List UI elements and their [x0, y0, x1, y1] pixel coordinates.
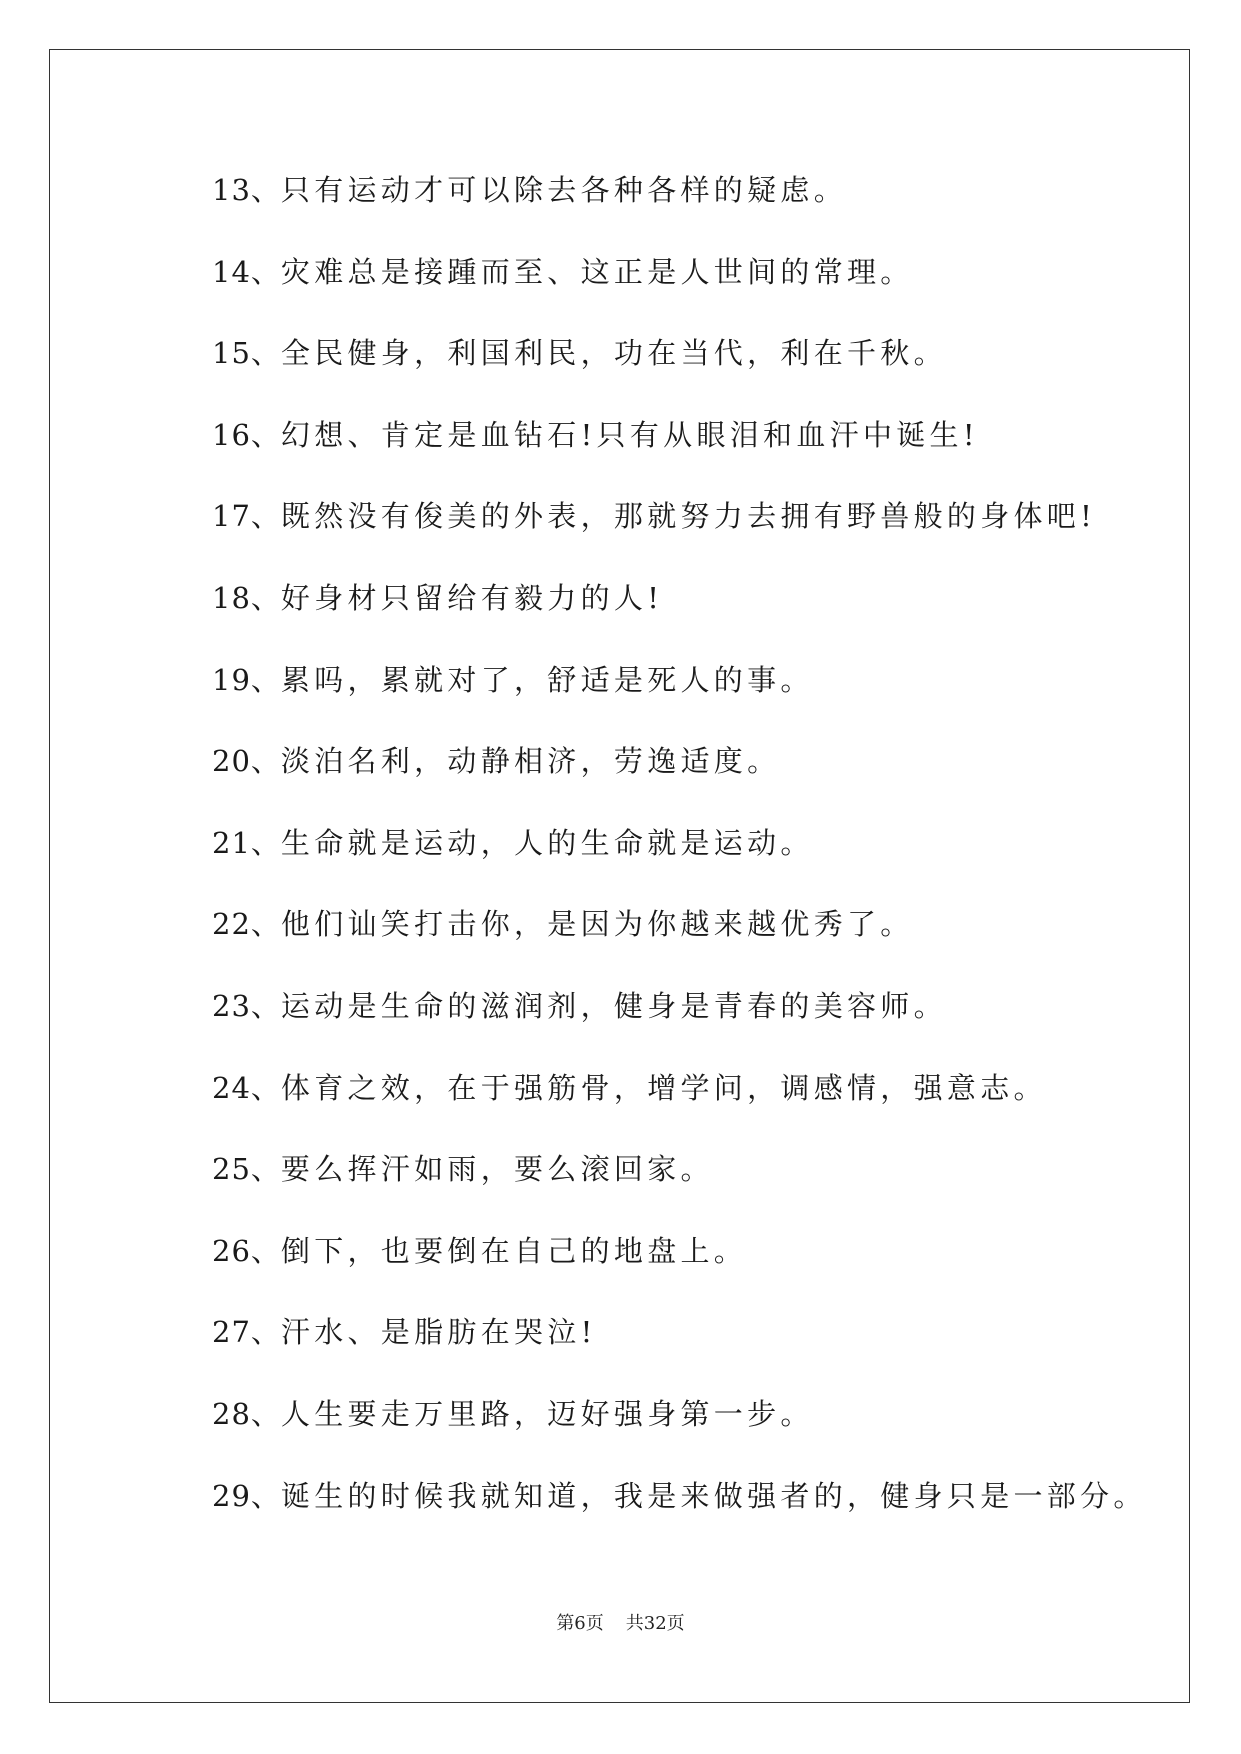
list-item: [212, 650, 1147, 732]
entry-number: 14、: [212, 254, 281, 289]
entry-text: 既然没有俊美的外表，那就努力去拥有野兽般的身体吧!: [280, 499, 1097, 534]
entry-text: 累吗，累就对了，舒适是死人的事。: [280, 662, 814, 697]
list-item: [212, 813, 1147, 895]
entry-text: 他们讪笑打击你，是因为你越来越优秀了。: [280, 907, 914, 942]
entry-number: 25、: [212, 1152, 281, 1187]
entry-number: 23、: [212, 988, 281, 1023]
entry-text: 幻想、肯定是血钻石!只有从眼泪和血汗中诞生!: [280, 417, 979, 452]
list-item: [212, 405, 1147, 487]
list-item: [212, 486, 1147, 568]
list-item: [212, 1221, 1147, 1303]
entry-text: 淡泊名利，动静相济，劳逸适度。: [280, 744, 781, 779]
page-footer: [0, 1609, 1241, 1635]
entry-text: 人生要走万里路，迈好强身第一步。: [280, 1396, 814, 1431]
entry-number: 13、: [212, 173, 281, 207]
entry-text: 倒下，也要倒在自己的地盘上。: [280, 1233, 748, 1268]
list-item: [212, 323, 1147, 405]
page-number: 第6页: [556, 1613, 604, 1634]
entry-text: 运动是生命的滋润剂，健身是青春的美容师。: [280, 988, 947, 1023]
entry-list: [212, 160, 1147, 1547]
list-item: [212, 242, 1147, 324]
list-item: [212, 1139, 1147, 1221]
list-item: [212, 568, 1147, 650]
entry-text: 体育之效，在于强筋骨，增学问，调感情，强意志。: [280, 1070, 1047, 1105]
entry-text: 全民健身，利国利民，功在当代，利在千秋。: [280, 336, 947, 371]
entry-number: 27、: [212, 1315, 281, 1350]
entry-text: 只有运动才可以除去各种各样的疑虑。: [280, 173, 848, 207]
entry-text: 诞生的时候我就知道，我是来做强者的，健身只是一部分。: [280, 1478, 1147, 1513]
entry-number: 24、: [212, 1070, 281, 1105]
list-item: [212, 731, 1147, 813]
entry-number: 21、: [212, 825, 281, 860]
list-item: [212, 1466, 1147, 1548]
list-item: [212, 160, 1147, 242]
page-total: 共32页: [625, 1613, 685, 1634]
entry-text: 要么挥汗如雨，要么滚回家。: [280, 1152, 714, 1187]
entry-number: 16、: [212, 417, 281, 452]
entry-text: 好身材只留给有毅力的人!: [280, 580, 664, 615]
entry-number: 22、: [212, 907, 281, 942]
list-item: [212, 1302, 1147, 1384]
entry-number: 18、: [212, 580, 281, 615]
list-item: [212, 976, 1147, 1058]
list-item: [212, 1384, 1147, 1466]
entry-number: 17、: [212, 499, 281, 534]
list-item: [212, 894, 1147, 976]
entry-number: 19、: [212, 662, 281, 697]
entry-number: 29、: [212, 1478, 281, 1513]
entry-text: 灾难总是接踵而至、这正是人世间的常理。: [280, 254, 914, 289]
entry-number: 28、: [212, 1396, 281, 1431]
entry-number: 20、: [212, 744, 281, 779]
entry-text: 生命就是运动，人的生命就是运动。: [280, 825, 814, 860]
list-item: [212, 1058, 1147, 1140]
entry-text: 汗水、是脂肪在哭泣!: [280, 1315, 597, 1350]
entry-number: 15、: [212, 336, 281, 371]
entry-number: 26、: [212, 1233, 281, 1268]
